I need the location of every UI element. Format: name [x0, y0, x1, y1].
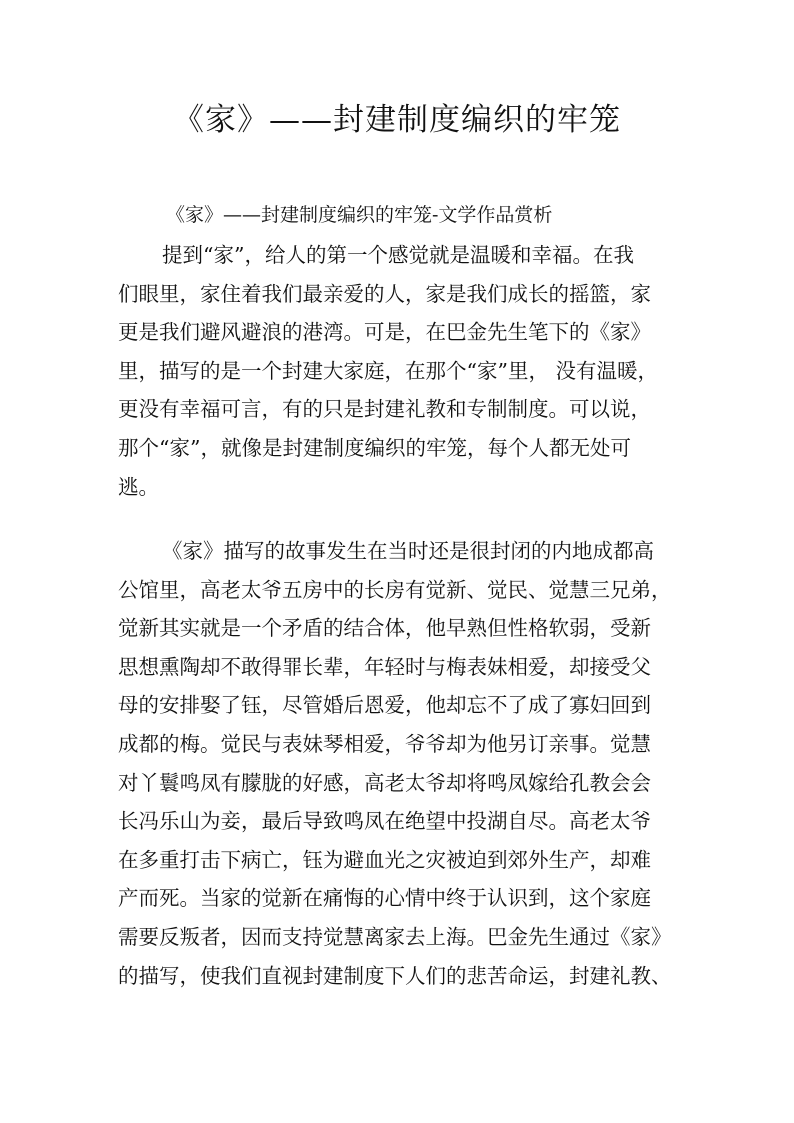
text-line: 觉新其实就是一个矛盾的结合体，他早熟但性格软弱，受新 — [118, 616, 651, 641]
text-line: 那个“家”，就像是封建制度编织的牢笼，每个人都无处可 — [118, 435, 631, 460]
paragraph-intro — [118, 236, 688, 506]
text-line: 公馆里，高老太爷五房中的长房有觉新、觉民、觉慧三兄弟， — [118, 577, 672, 602]
document-title: 《家》——封建制度编织的牢笼 — [173, 102, 621, 138]
text-line: 母的安排娶了钰，尽管婚后恩爱，他却忘不了成了寡妇回到 — [118, 693, 651, 718]
text-line: 在多重打击下病亡，钰为避血光之灾被迫到郊外生产，却难 — [118, 847, 651, 872]
text-line: 的描写，使我们直视封建制度下人们的悲苦命运，封建礼教、 — [118, 963, 672, 988]
text-line: 里，描写的是一个封建大家庭，在那个“家”里， 没有温暖， — [118, 358, 658, 383]
text-line: 逃。 — [118, 474, 159, 499]
paragraph-story — [118, 532, 688, 995]
document-subtitle: 《家》——封建制度编织的牢笼-文学作品赏析 — [166, 204, 553, 226]
text-line: 思想熏陶却不敢得罪长辈，年轻时与梅表妹相爱，却接受父 — [118, 654, 651, 679]
text-line: 提到“家”，给人的第一个感觉就是温暖和幸福。在我 — [162, 243, 634, 267]
text-line: 成都的梅。觉民与表妹琴相爱，爷爷却为他另订亲事。觉慧 — [118, 731, 651, 756]
text-line: 产而死。当家的觉新在痛悔的心情中终于认识到，这个家庭 — [118, 886, 651, 911]
text-line: 《家》描写的故事发生在当时还是很封闭的内地成都高 — [162, 539, 654, 563]
text-line: 需要反叛者，因而支持觉慧离家去上海。巴金先生通过《家》 — [118, 924, 672, 949]
text-line: 们眼里，家住着我们最亲爱的人，家是我们成长的摇篮，家 — [118, 281, 651, 306]
text-line: 更是我们避风避浪的港湾。可是，在巴金先生笔下的《家》 — [118, 320, 651, 345]
text-line: 更没有幸福可言，有的只是封建礼教和专制制度。可以说， — [118, 397, 651, 422]
text-line: 对丫鬟鸣凤有朦胧的好感，高老太爷却将鸣凤嫁给孔教会会 — [118, 770, 651, 795]
text-line: 长冯乐山为妾，最后导致鸣凤在绝望中投湖自尽。高老太爷 — [118, 809, 651, 834]
